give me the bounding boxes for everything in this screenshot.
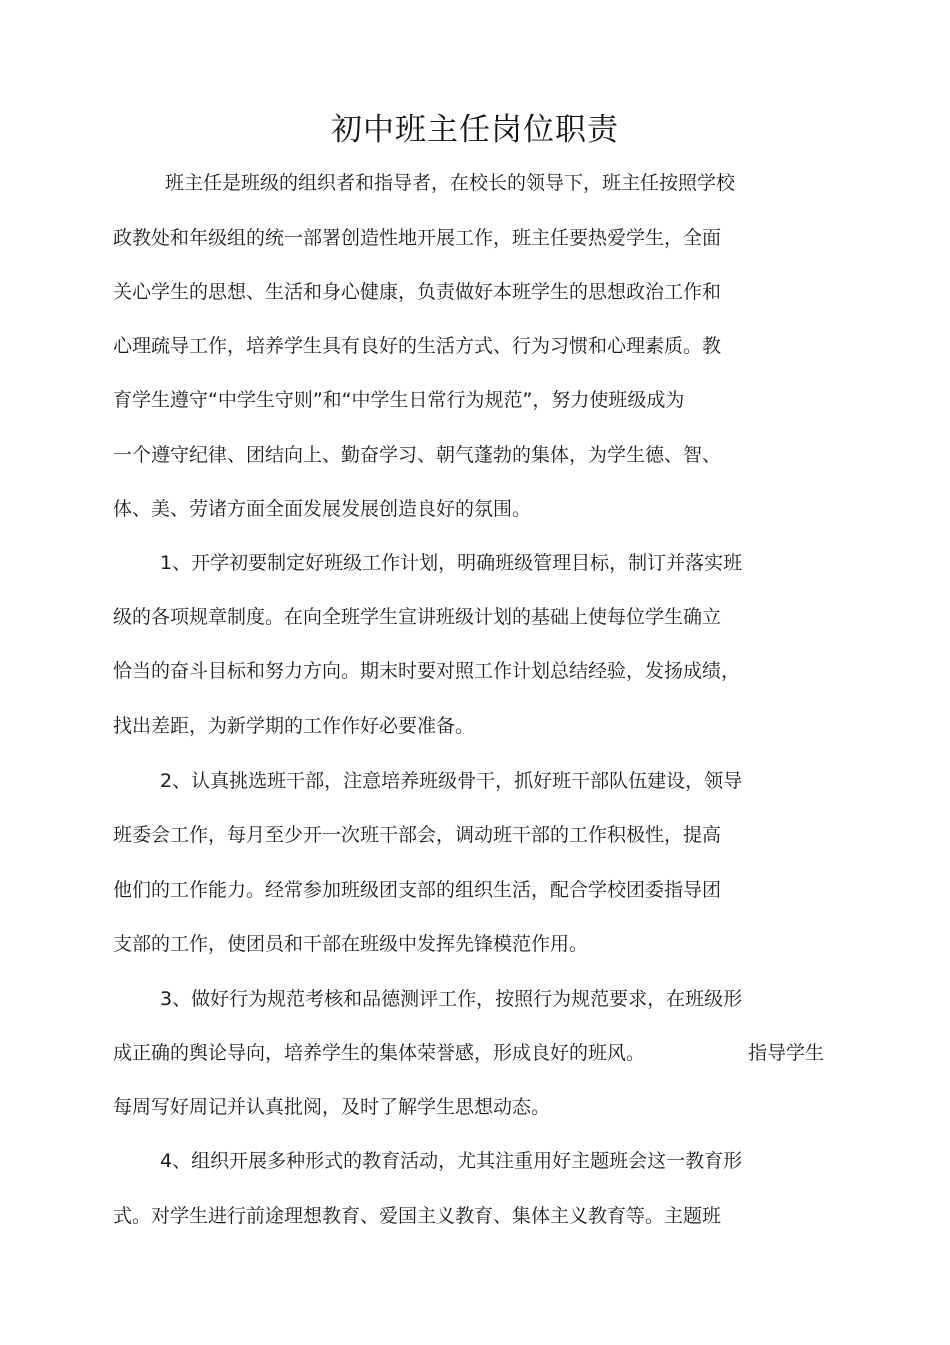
- text-line: 2、认真挑选班干部，注意培养班级骨干，抓好班干部队伍建设，领导: [160, 770, 743, 792]
- text-line: 每周写好周记并认真批阅，及时了解学生思想动态。: [113, 1096, 551, 1118]
- text-line: 关心学生的思想、生活和身心健康，负责做好本班学生的思想政治工作和: [113, 281, 722, 303]
- text-line: 3、做好行为规范考核和品德测评工作，按照行为规范要求，在班级形: [160, 988, 743, 1010]
- text-line: 政教处和年级组的统一部署创造性地开展工作，班主任要热爱学生，全面: [113, 227, 722, 249]
- document-title: 初中班主任岗位职责: [331, 112, 619, 148]
- text-line: 支部的工作，使团员和干部在班级中发挥先锋模范作用。: [113, 933, 589, 955]
- text-line: 心理疏导工作，培养学生具有良好的生活方式、行为习惯和心理素质。教: [113, 335, 722, 357]
- text-line: 恰当的奋斗目标和努力方向。期末时要对照工作计划总结经验，发扬成绩，: [113, 660, 741, 682]
- text-line: 级的各项规章制度。在向全班学生宣讲班级计划的基础上使每位学生确立: [113, 606, 722, 628]
- text-line: 班主任是班级的组织者和指导者，在校长的领导下，班主任按照学校: [165, 172, 736, 194]
- text-line: 指导学生: [748, 1042, 825, 1064]
- text-line: 他们的工作能力。经常参加班级团支部的组织生活，配合学校团委指导团: [113, 879, 722, 901]
- text-line: 体、美、劳诸方面全面发展发展创造良好的氛围。: [113, 498, 532, 520]
- text-line: 1、开学初要制定好班级工作计划，明确班级管理目标，制订并落实班: [160, 552, 743, 574]
- text-line: 找出差距，为新学期的工作作好必要准备。: [113, 715, 475, 737]
- text-line: 4、组织开展多种形式的教育活动，尤其注重用好主题班会这一教育形: [160, 1150, 743, 1172]
- text-line: 育学生遵守“中学生守则”和“中学生日常行为规范”，努力使班级成为: [113, 389, 685, 411]
- text-line: 成正确的舆论导向，培养学生的集体荣誉感，形成良好的班风。: [113, 1042, 646, 1064]
- text-line: 一个遵守纪律、团结向上、勤奋学习、朝气蓬勃的集体，为学生德、智、: [113, 444, 722, 466]
- text-line: 式。对学生进行前途理想教育、爱国主义教育、集体主义教育等。主题班: [113, 1205, 722, 1227]
- text-line: 班委会工作，每月至少开一次班干部会，调动班干部的工作积极性，提高: [113, 824, 722, 846]
